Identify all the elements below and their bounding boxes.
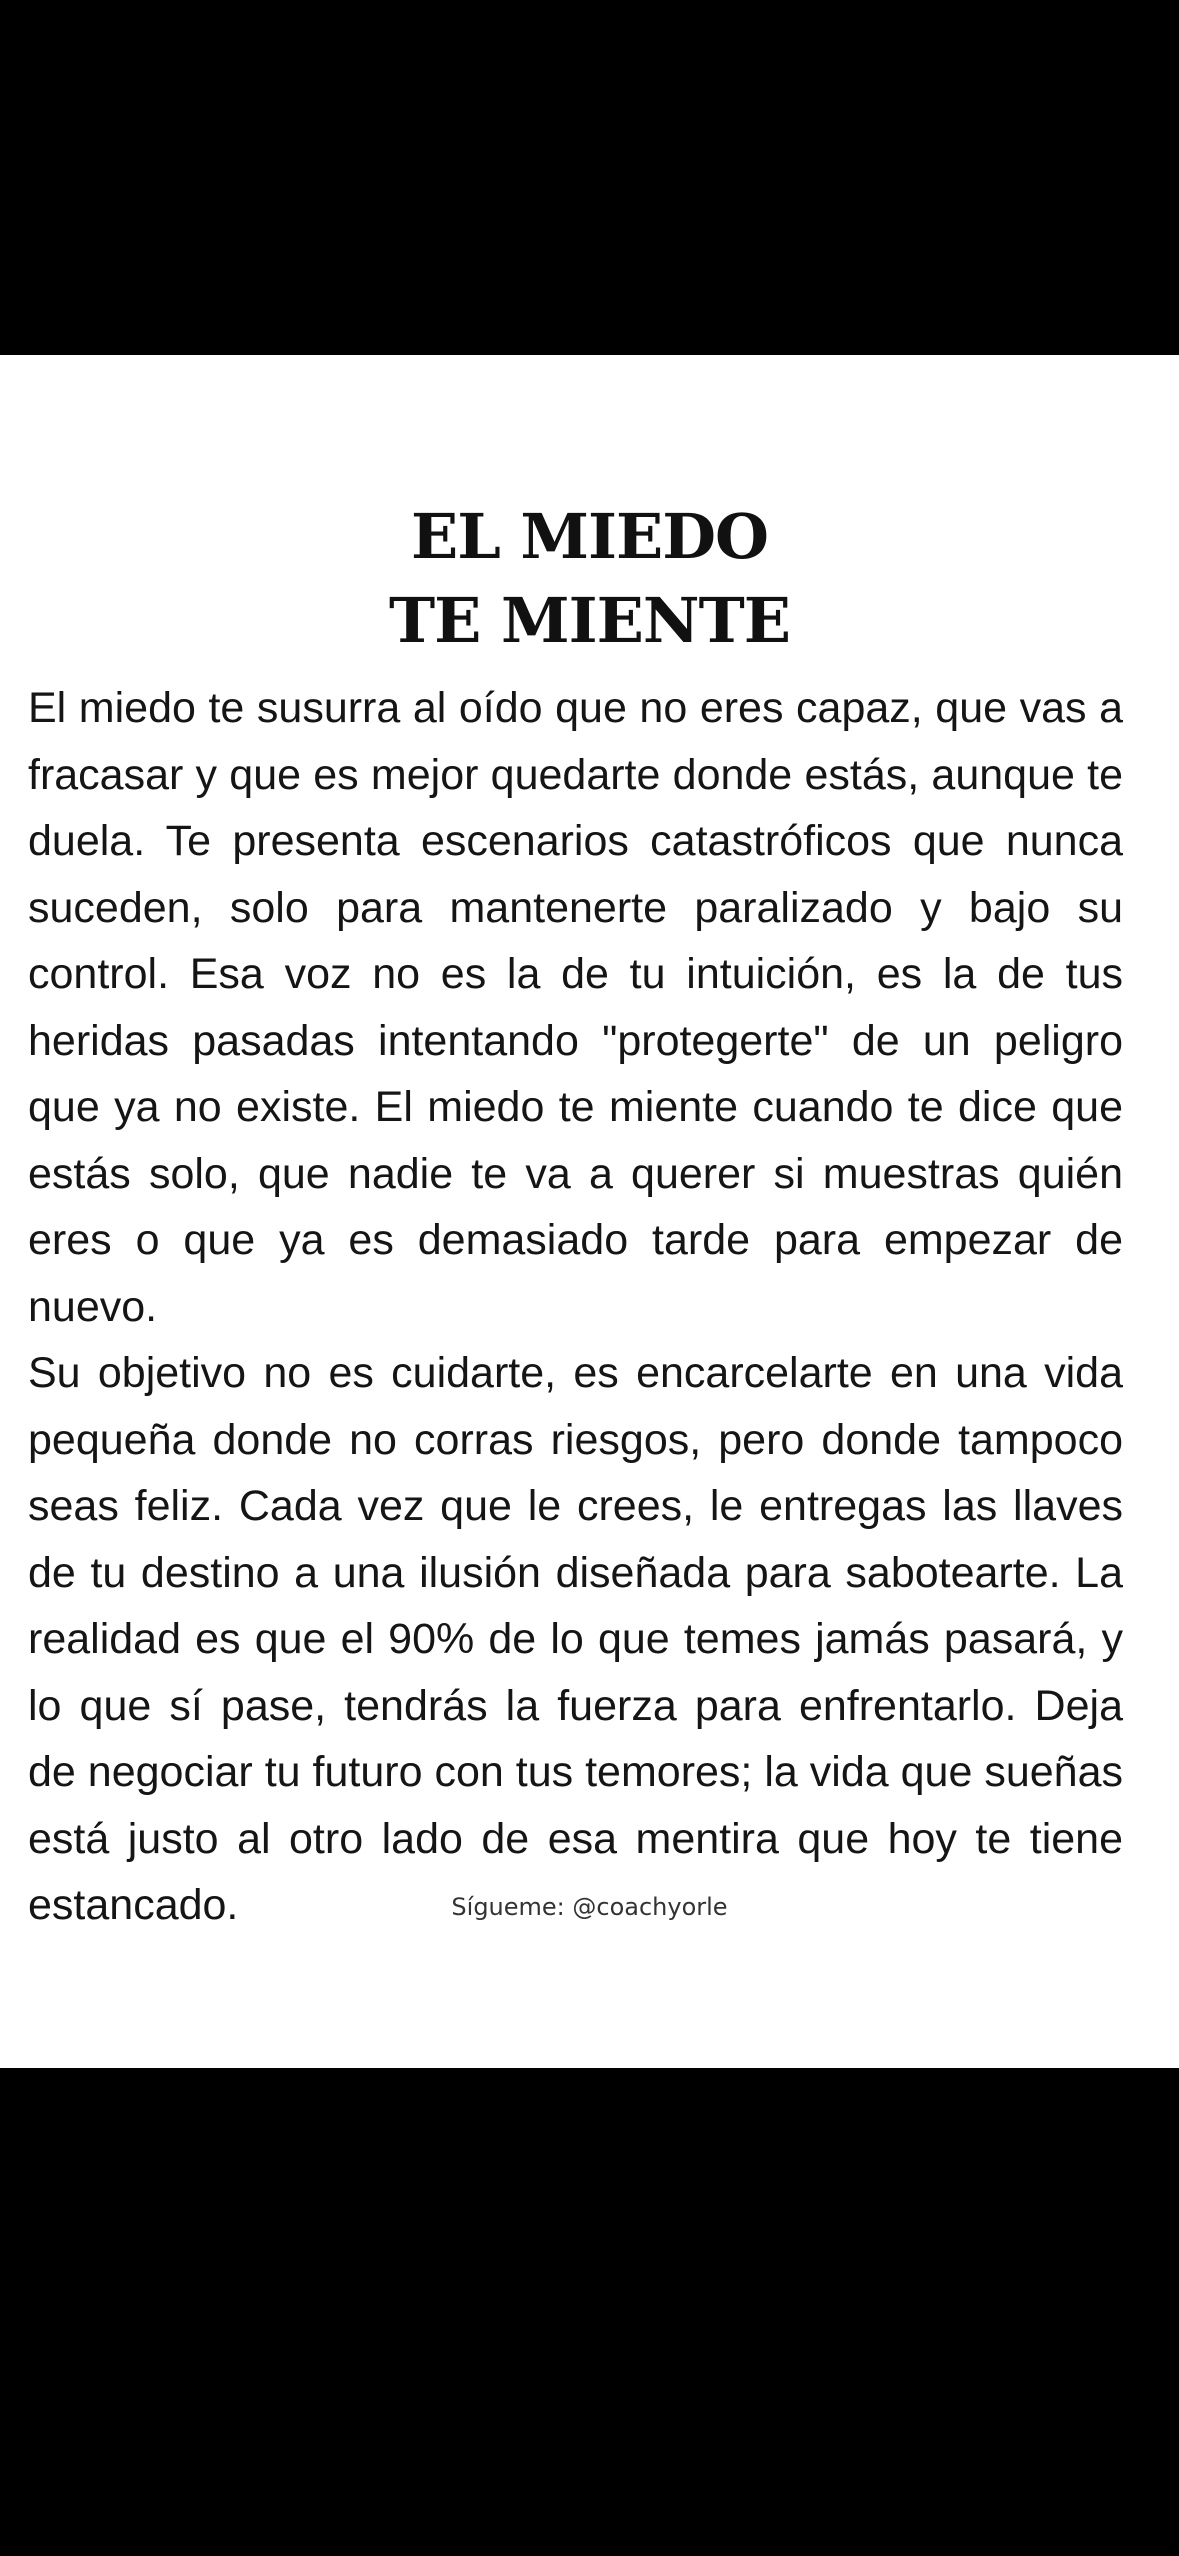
post-body [28,675,1123,1939]
post-title [0,495,1179,663]
post-title-line-1: EL MIEDO [410,500,769,573]
body-paragraph-2: Su objetivo no es cuidarte, es encarcelarte en una vida pequeña donde no corras riesgos, pero donde tampoco seas feliz. Cada vez que le crees, le entregas las llaves de tu destino a una ilusión diseñada para sabotearte. La realidad es que el 90% de lo que temes jamás pasará, y lo que sí pase, tendrás la fuerza para enfrentarlo. Deja de negociar tu futuro con tus temores; la vida que sueñas está justo al otro lado de esa mentira que hoy te tiene estancado. [28,1349,1123,1929]
follow-handle: Sígueme: @coachyorle [451,1893,728,1921]
body-paragraph-1: El miedo te susurra al oído que no eres capaz, que vas a fracasar y que es mejor quedarte donde estás, aunque te duela. Te presenta escenarios catastróficos que nunca suceden, solo para mantenerte paralizado y bajo su control. Esa voz no es la de tu intuición, es la de tus heridas pasadas intentando "protegerte" de un peligro que ya no existe. El miedo te miente cuando te dice que estás solo, que nadie te va a querer si muestras quién eres o que ya es demasiado tarde para empezar de nuevo. [28,684,1123,1331]
post-title-line-2: TE MIENTE [389,584,790,657]
quote-image[interactable] [0,355,1179,2068]
